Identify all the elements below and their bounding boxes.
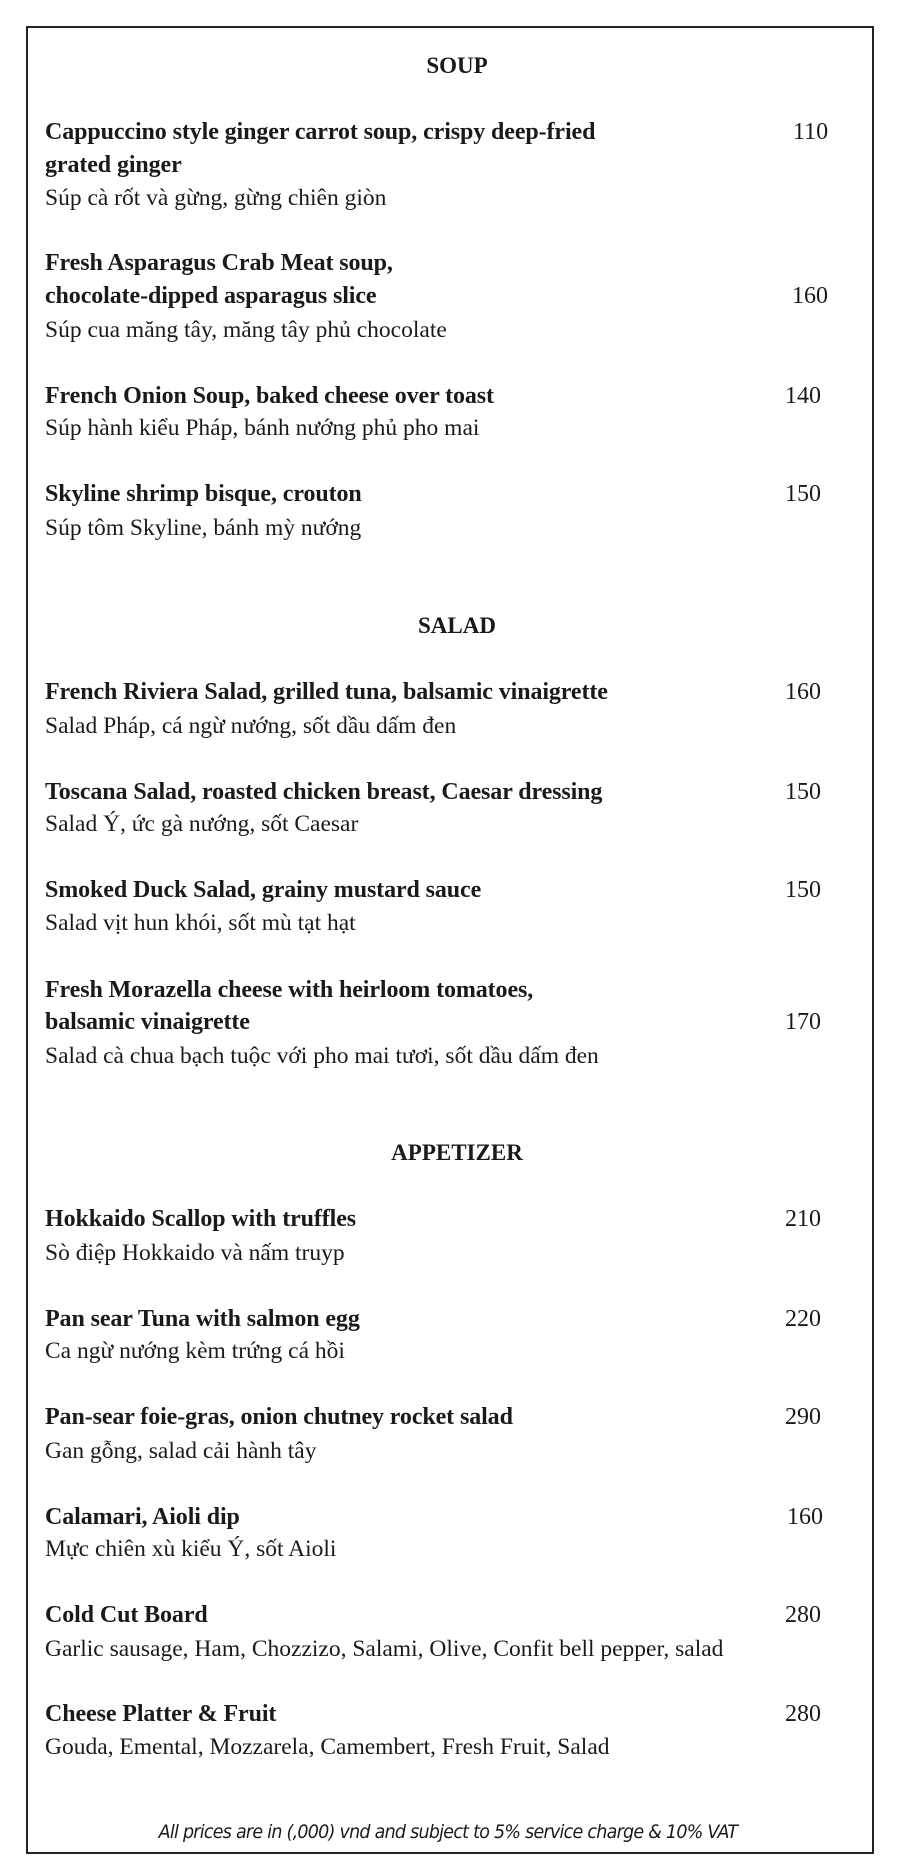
menu-item-price: 210	[785, 1206, 821, 1232]
menu-item-price: 290	[785, 1404, 821, 1430]
menu-item-price: 280	[785, 1602, 821, 1628]
menu-item-title: Hokkaido Scallop with truffles	[45, 1206, 357, 1232]
menu-item-title: balsamic vinaigrette	[45, 1009, 250, 1035]
menu-item-price: 150	[785, 481, 821, 507]
menu-item-title: Fresh Asparagus Crab Meat soup,	[45, 250, 393, 276]
menu-item-price: 170	[785, 1009, 821, 1035]
menu-item-price: 280	[785, 1701, 821, 1727]
menu-item-title: Smoked Duck Salad, grainy mustard sauce	[45, 877, 482, 903]
menu-item-description: Sò điệp Hokkaido và nấm truyp	[45, 1240, 345, 1266]
menu-item-description: Mực chiên xù kiểu Ý, sốt Aioli	[45, 1536, 337, 1562]
menu-item-description: Súp hành kiểu Pháp, bánh nướng phủ pho mai	[45, 415, 480, 441]
menu-item-price: 160	[792, 283, 828, 309]
menu-item-description: Salad cà chua bạch tuộc với pho mai tươi, sốt dầu dấm đen	[45, 1043, 599, 1069]
menu-item-title: French Riviera Salad, grilled tuna, balsamic vinaigrette	[45, 679, 608, 705]
menu-item-description: Súp cua măng tây, măng tây phủ chocolate	[45, 317, 447, 343]
menu-item-description: Salad Pháp, cá ngừ nướng, sốt dầu dấm đen	[45, 713, 457, 739]
menu-item-price: 160	[787, 1504, 823, 1530]
menu-item-title: Pan-sear foie-gras, onion chutney rocket salad	[45, 1404, 513, 1430]
menu-item-price: 150	[785, 877, 821, 903]
price-disclaimer-footer: All prices are in (,000) vnd and subject to 5% service charge & 10% VAT	[158, 1821, 738, 1843]
menu-item-title: Cold Cut Board	[45, 1602, 208, 1628]
menu-item-title: Cappuccino style ginger carrot soup, crispy deep-fried	[45, 119, 596, 145]
menu-item-description: Súp tôm Skyline, bánh mỳ nướng	[45, 515, 362, 541]
menu-item-title: Fresh Morazella cheese with heirloom tomatoes,	[45, 977, 534, 1003]
menu-item-title: grated ginger	[45, 152, 182, 178]
menu-item-price: 150	[785, 779, 821, 805]
menu-item-title: Toscana Salad, roasted chicken breast, Caesar dressing	[45, 779, 603, 805]
menu-item-title: Cheese Platter & Fruit	[45, 1701, 277, 1727]
menu-item-title: Calamari, Aioli dip	[45, 1504, 240, 1530]
section-heading-appetizer: APPETIZER	[391, 1140, 523, 1165]
section-heading-soup: SOUP	[426, 53, 488, 78]
menu-item-description: Garlic sausage, Ham, Chozzizo, Salami, Olive, Confit bell pepper, salad	[45, 1636, 724, 1662]
menu-item-title: Pan sear Tuna with salmon egg	[45, 1306, 360, 1332]
section-heading-salad: SALAD	[418, 613, 496, 638]
menu-item-price: 110	[793, 119, 829, 145]
menu-item-description: Ca ngừ nướng kèm trứng cá hồi	[45, 1338, 345, 1364]
menu-item-price: 140	[785, 383, 821, 409]
menu-item-price: 160	[785, 679, 821, 705]
menu-item-description: Gan gỗng, salad cải hành tây	[45, 1438, 317, 1464]
menu-item-price: 220	[785, 1306, 821, 1332]
menu-item-description: Salad vịt hun khói, sốt mù tạt hạt	[45, 910, 356, 936]
menu-item-description: Súp cà rốt và gừng, gừng chiên giòn	[45, 185, 387, 211]
menu-item-title: chocolate-dipped asparagus slice	[45, 283, 377, 309]
menu-item-description: Gouda, Emental, Mozzarela, Camembert, Fresh Fruit, Salad	[45, 1734, 610, 1760]
menu-item-description: Salad Ý, ức gà nướng, sốt Caesar	[45, 811, 359, 837]
menu-item-title: French Onion Soup, baked cheese over toast	[45, 383, 494, 409]
menu-item-title: Skyline shrimp bisque, crouton	[45, 481, 362, 507]
